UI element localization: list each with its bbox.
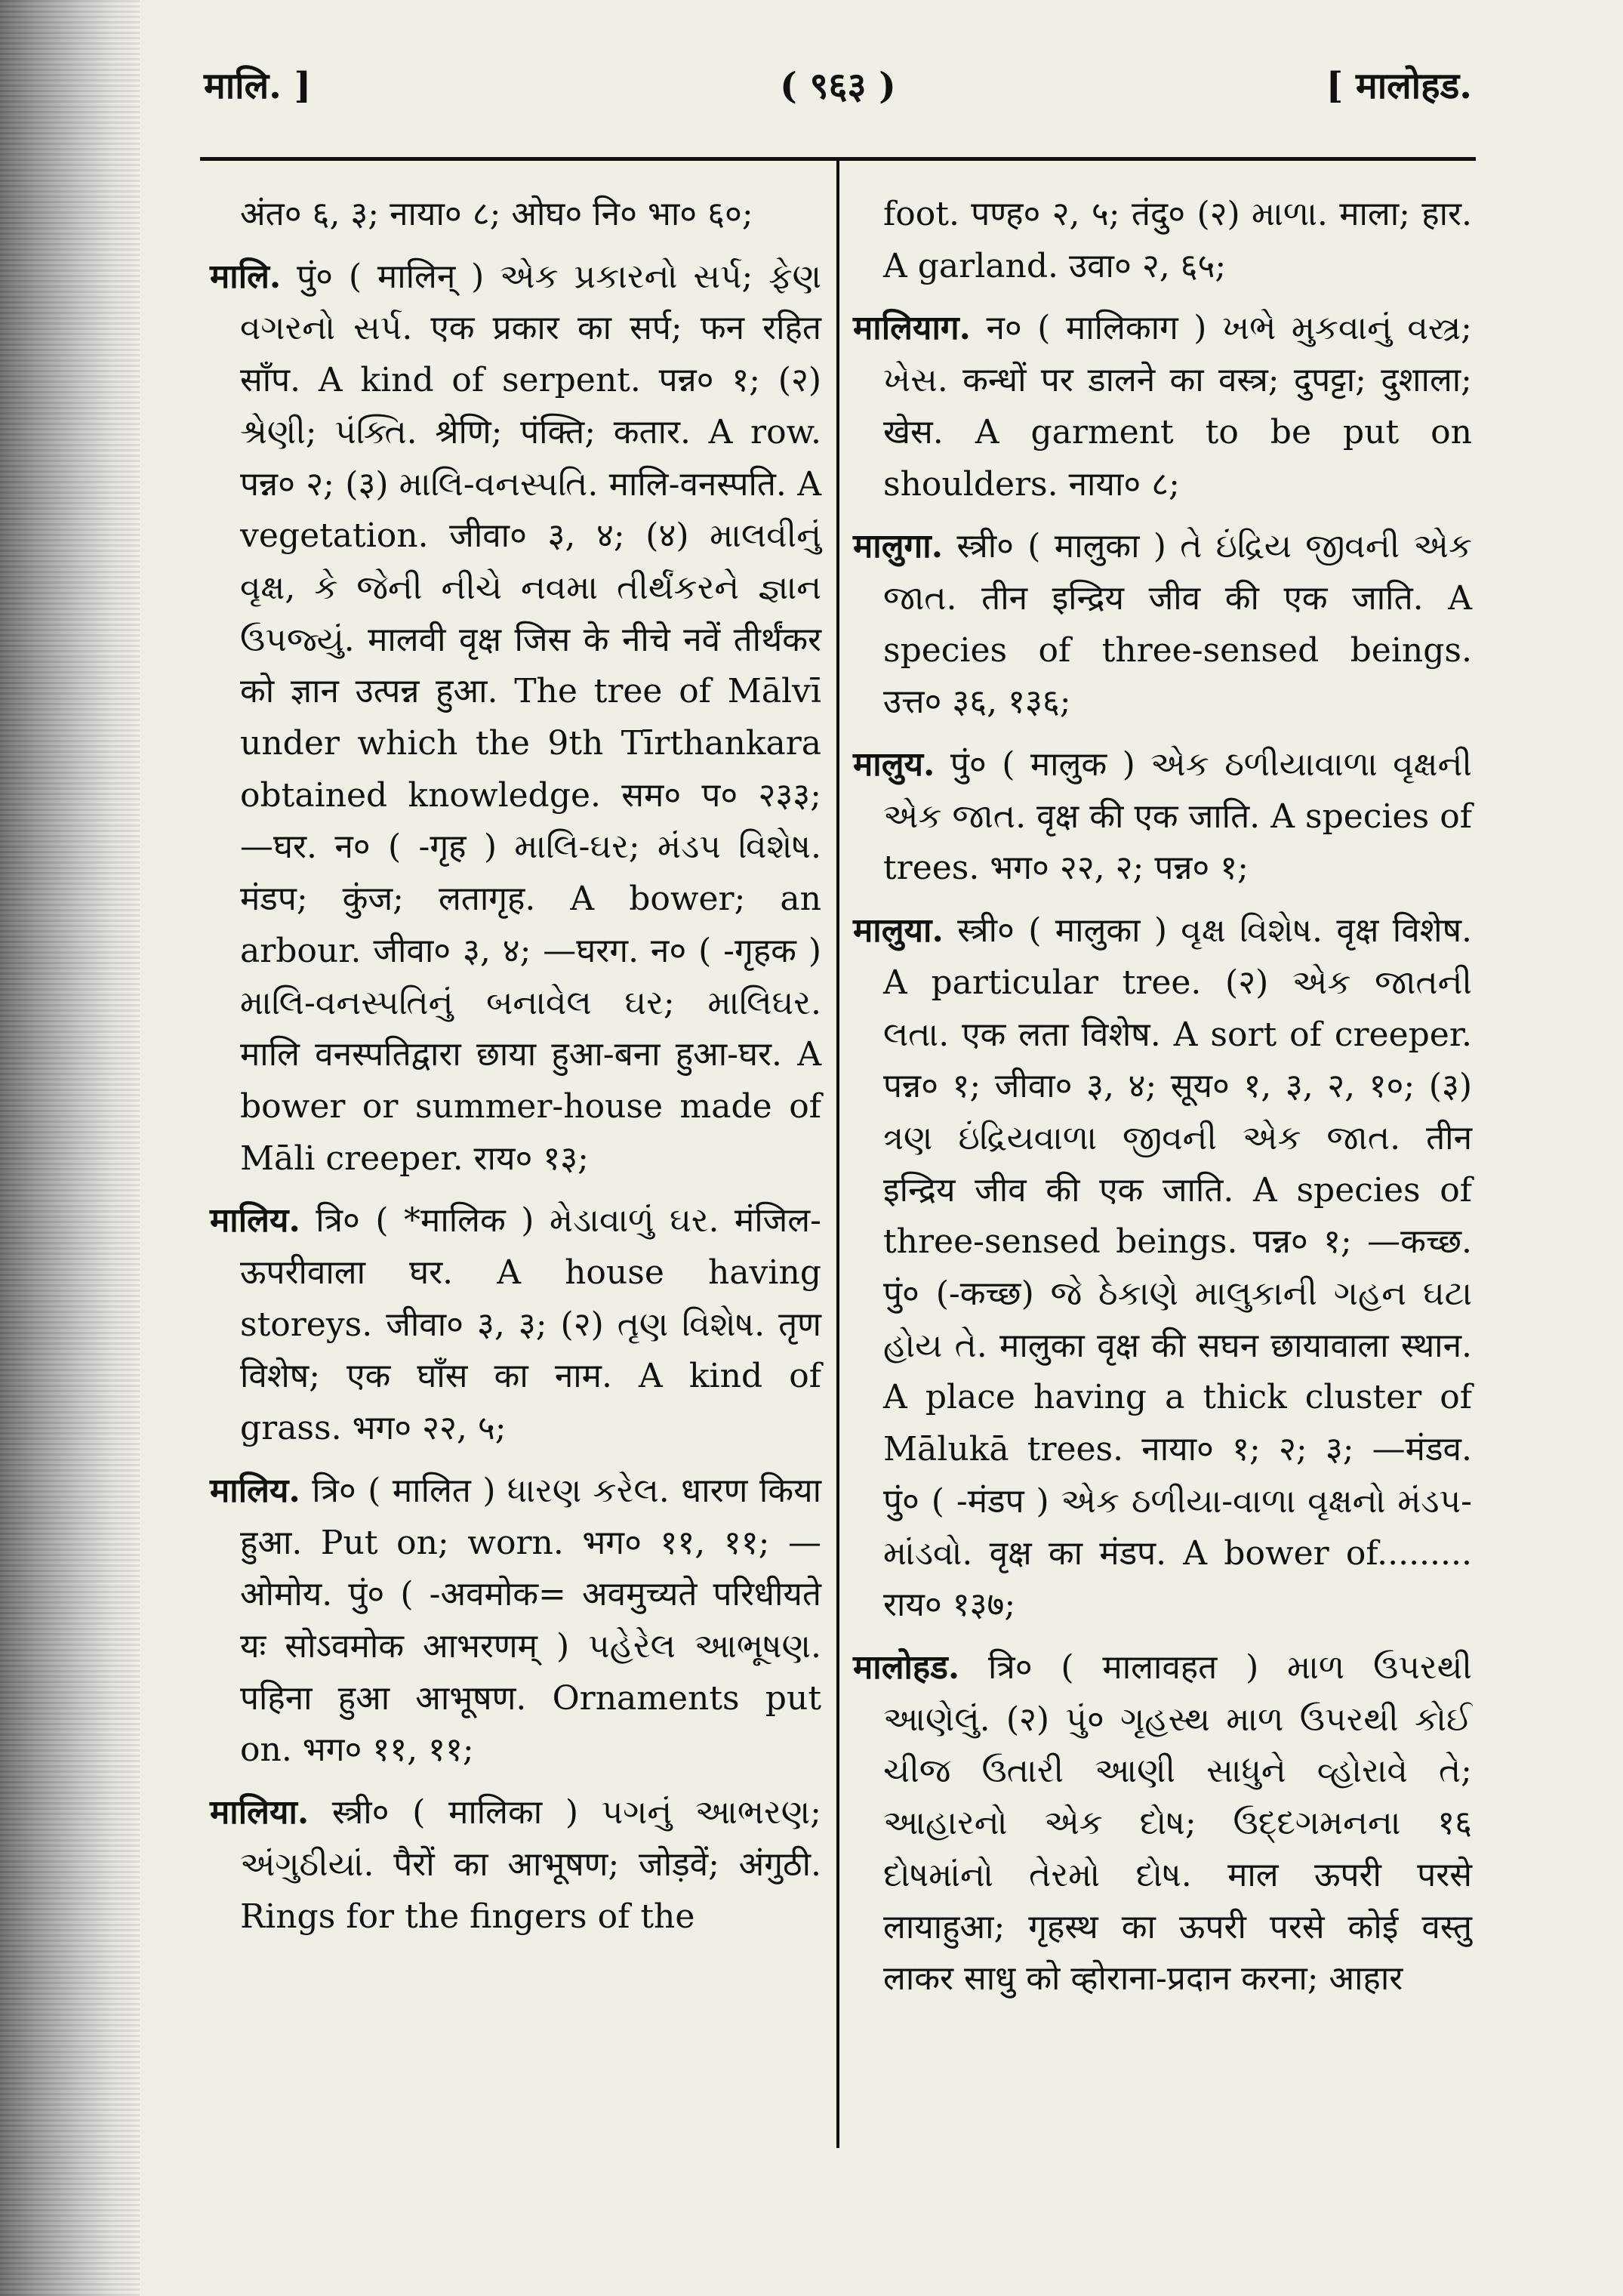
header-right-guide-word: [ मालोहड. <box>1326 65 1472 107</box>
entry-text: पुं० ( मालिन् ) એક પ્રકારનો સર્પ; ફેણ વગરનો સર્પ. एक प्रकार का सर्प; फन रहित साँप. A kind of serpent. पन्न० १; (२) શ્રેણી; પંક્તિ. श्रेणि; पंक्ति; कतार. A row. पन्न० २; (३) માલિ-વનસ્પતિ. मालि-वनस्पति. A vegetation. जीवा० ३, ४; (४) માલવીનું વૃક્ષ, કે જેની નીચે નવમા તીર્થંકરને જ્ઞાન ઉપજ્યું. मालवी वृक्ष जिस के नीचे नवें तीर्थंकर को ज्ञान उत्पन्न हुआ. The tree of Mālvī under which the 9th Tīrthankara obtained knowledge. सम० प० २३३; —घर. न० ( -गृह ) માલિ-ઘર; મંડપ વિશેષ. मंडप; कुंज; लतागृह. A bower; an arbour. जीवा० ३, ४; —घरग. न० ( -गृहक ) માલિ-વનસ્પતિનું બનાવેલ ઘર; માલિઘર. मालि वनस्पतिद्वारा छाया हुआ-बना हुआ-घर. A bower or summer-house made of Māli creeper. राय० १३; <box>240 257 821 1178</box>
entry-headword: मालियाग. <box>853 309 971 348</box>
dictionary-entry <box>853 1642 1472 2005</box>
page-number: ( ९६३ ) <box>780 65 896 107</box>
book-binding-shadow <box>0 0 140 2296</box>
page-header <box>204 60 1472 128</box>
column-divider <box>836 159 839 2148</box>
header-left-guide-word: मालि. ] <box>204 65 312 107</box>
entry-text: foot. पण्ह० २, ५; तंदु० (२) માળા. माला; हार. A garland. उवा० २, ६५; <box>883 195 1472 285</box>
entry-text: स्त्री० ( मालुका ) વૃક્ષ વિશેષ. वृक्ष विशेष. A particular tree. (२) એક જાતની લતા. एक लता विशेष. A sort of creeper. पन्न० १; जीवा० ३, ४; सूय० १, ३, २, १०; (३) ત્રણ ઇંદ્રિયવાળા જીવની એક જાત. तीन इन्द्रिय जीव की एक जाति. A species of three-sensed beings. पन्न० १; —कच्छ. पुं० (-कच्छ) જે ઠેકાણે માલુકાની ગહન ઘટા હોય તે. मालुका वृक्ष की सघन छायावाला स्थान. A place having a thick cluster of Mālukā trees. नाया० १; २; ३; —मंडव. पुं० ( -मंडप ) એક ઠળીયા-વાળા વૃક્ષનો મંડપ-માંડવો. वृक्ष का मंडप. A bower of......... राय० १३७; <box>883 911 1472 1625</box>
entry-text: त्रि० ( *मालिक ) મેડાવાળું ઘર. मंजिल-ऊपरीवाला घर. A house having storeys. जीवा० ३, ३; (२) તૃણ વિશેષ. तृण विशेष; एक घाँस का नाम. A kind of grass. भग० २२, ५; <box>240 1201 821 1448</box>
dictionary-entry <box>210 1195 821 1455</box>
entry-headword: मालिया. <box>210 1793 310 1832</box>
entry-headword: मालिय. <box>210 1471 300 1510</box>
dictionary-entry <box>210 1787 821 1943</box>
entry-headword: मालुया. <box>853 911 944 951</box>
entry-text: स्त्री० ( मालिका ) પગનું આભરણ; અંગુઠીયાં. पैरों का आभूषण; जोड़वें; अंगुठी. Rings for the fingers of the <box>240 1793 821 1936</box>
entry-headword: मालि. <box>210 257 282 296</box>
entry-headword: मालुय. <box>853 745 935 784</box>
entry-headword: मालुगा. <box>853 527 944 566</box>
dictionary-entry <box>853 905 1472 1632</box>
entry-headword: मालिय. <box>210 1201 300 1240</box>
dictionary-entry <box>210 189 821 241</box>
entry-text: पुं० ( मालुक ) એક ઠળીયાવાળા વૃક્ષની એક જાત. वृक्ष की एक जाति. A species of trees. भग० २२, २; पन्न० १; <box>883 745 1472 888</box>
entry-text: स्त्री० ( मालुका ) તે ઇંદ્રિય જીવની એક જાત. तीन इन्द्रिय जीव की एक जाति. A species of three-sensed beings. उत्त० ३६, १३६; <box>883 527 1472 722</box>
dictionary-entry <box>853 739 1472 895</box>
dictionary-entry <box>210 1465 821 1777</box>
entry-text: न० ( मालिकाग ) ખભે મુકવાનું વસ્ત્ર; ખેસ. कन्धों पर डालने का वस्त्र; दुपट्टा; दुशाला; खेस. A garment to be put on shoulders. नाया० ८; <box>883 309 1472 504</box>
right-column <box>853 189 1472 2016</box>
left-column <box>210 189 821 1953</box>
entry-text: अंत० ६, ३; नाया० ८; ओघ० नि० भा० ६०; <box>240 195 753 233</box>
dictionary-entry <box>853 189 1472 292</box>
entry-headword: मालोहड. <box>853 1647 960 1687</box>
entry-text: त्रि० ( मालित ) ધારણ કરેલ. धारण किया हुआ. Put on; worn. भग० ११, ११; —ओमोय. पुं० ( -अवमोक= अवमुच्यते परिधीयते यः सोऽवमोक आभरणम् ) પહેરેલ આભૂષણ. पहिना हुआ आभूषण. Ornaments put on. भग० ११, ११; <box>240 1471 821 1770</box>
entry-text: त्रि० ( मालावहत ) માળ ઉપરથી આણેલું. (२) પું० ગૃહસ્થ માળ ઉપરથી કોઈ ચીજ ઉતારી આણી સાધુને વ્હોરાવે તે; આહારનો એક દોષ; ઉદ્દગમનના १६ દોષમાંનો તેરમો દોષ. माल ऊपरी परसे लायाहुआ; गृहस्थ का ऊपरी परसे कोई वस्तु लाकर साधु को व्होराना-प्रदान करना; आहार <box>883 1647 1472 1999</box>
dictionary-entry <box>210 251 821 1185</box>
dictionary-entry <box>853 303 1472 510</box>
dictionary-entry <box>853 521 1472 729</box>
